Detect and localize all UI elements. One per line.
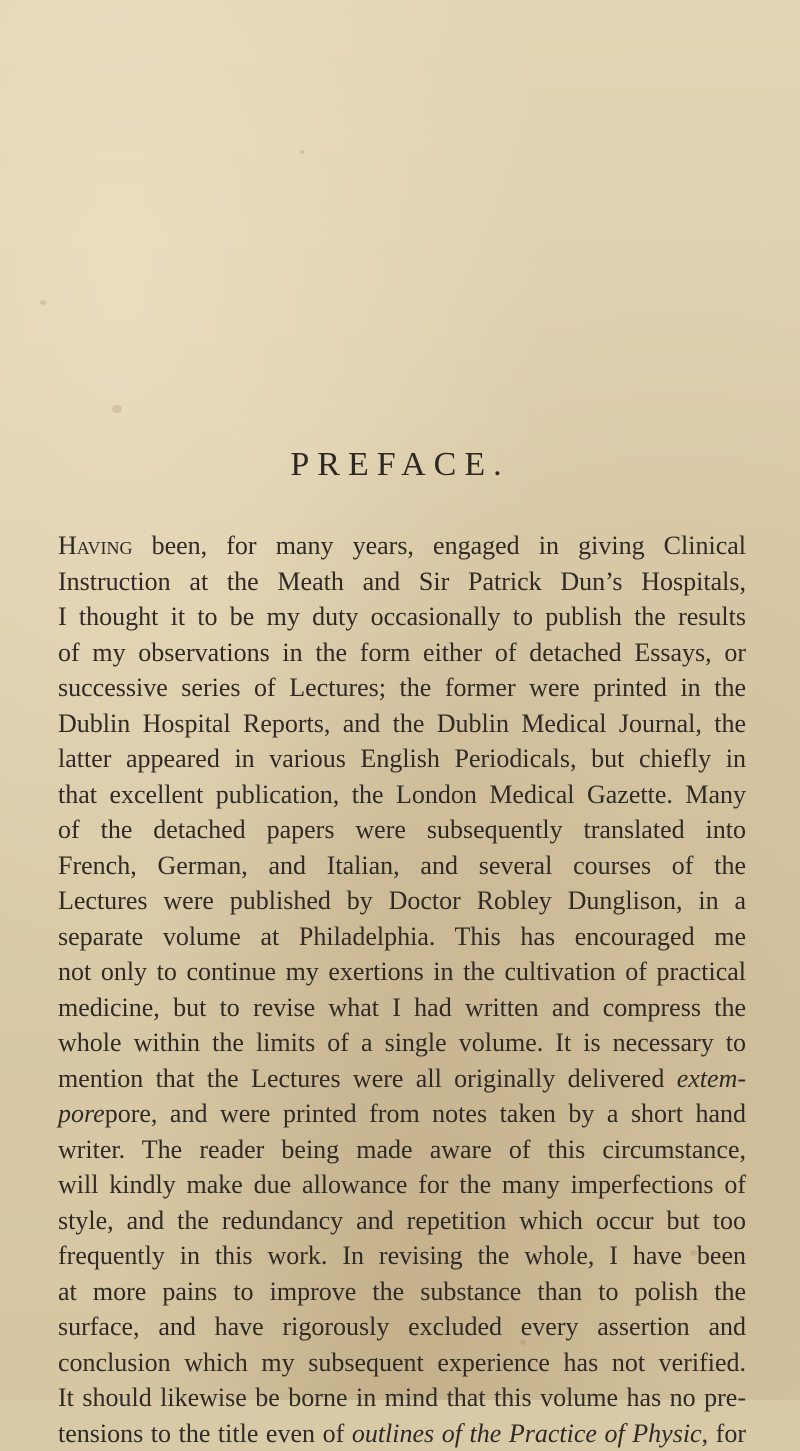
text-line: Having been, for many years, engaged in giving Clinical	[58, 528, 746, 564]
italic-text: extem-	[677, 1064, 746, 1093]
text-line: I thought it to be my duty occasionally to publish the results	[58, 599, 746, 635]
text-line: conclusion which my subsequent experience has not verified.	[58, 1345, 746, 1381]
age-spot	[300, 150, 305, 154]
text-line: at more pains to improve the substance than to polish the	[58, 1274, 746, 1310]
text-line: frequently in this work. In revising the whole, I have been	[58, 1238, 746, 1274]
text-line: of the detached papers were subsequently translated into	[58, 812, 746, 848]
text-line: Dublin Hospital Reports, and the Dublin Medical Journal, the	[58, 706, 746, 742]
text-line: will kindly make due allowance for the many imperfections of	[58, 1167, 746, 1203]
age-spot	[112, 405, 122, 413]
text-line: of my observations in the form either of detached Essays, or	[58, 635, 746, 671]
italic-text: pore	[58, 1099, 105, 1128]
text-line: French, German, and Italian, and several courses of the	[58, 848, 746, 884]
text-line: Lectures were published by Doctor Robley Dunglison, in a	[58, 883, 746, 919]
text-line: surface, and have rigorously excluded every assertion and	[58, 1309, 746, 1345]
age-spot	[40, 300, 46, 305]
text-line: medicine, but to revise what I had written and compress the	[58, 990, 746, 1026]
text-line: that excellent publication, the London Medical Gazette. Many	[58, 777, 746, 813]
text-line: style, and the redundancy and repetition which occur but too	[58, 1203, 746, 1239]
text-line: not only to continue my exertions in the cultivation of practical	[58, 954, 746, 990]
text-line: Instruction at the Meath and Sir Patrick Dun’s Hospitals,	[58, 564, 746, 600]
text-line: successive series of Lectures; the former were printed in the	[58, 670, 746, 706]
text-line: whole within the limits of a single volume. It is necessary to	[58, 1025, 746, 1061]
text-line: porepore, and were printed from notes taken by a short hand	[58, 1096, 746, 1132]
drop-word: Having	[58, 531, 132, 560]
text-line: tensions to the title even of outlines of the Practice of Physic, for	[58, 1416, 746, 1451]
preface-paragraph	[58, 528, 746, 1451]
page-title: PREFACE.	[0, 446, 800, 484]
text-line: mention that the Lectures were all originally delivered extem-	[58, 1061, 746, 1097]
text-line: writer. The reader being made aware of this circumstance,	[58, 1132, 746, 1168]
italic-text: outlines of the Practice of Physic	[352, 1419, 702, 1448]
text-line: separate volume at Philadelphia. This has encouraged me	[58, 919, 746, 955]
text-line: It should likewise be borne in mind that this volume has no pre-	[58, 1380, 746, 1416]
text-line: latter appeared in various English Periodicals, but chiefly in	[58, 741, 746, 777]
